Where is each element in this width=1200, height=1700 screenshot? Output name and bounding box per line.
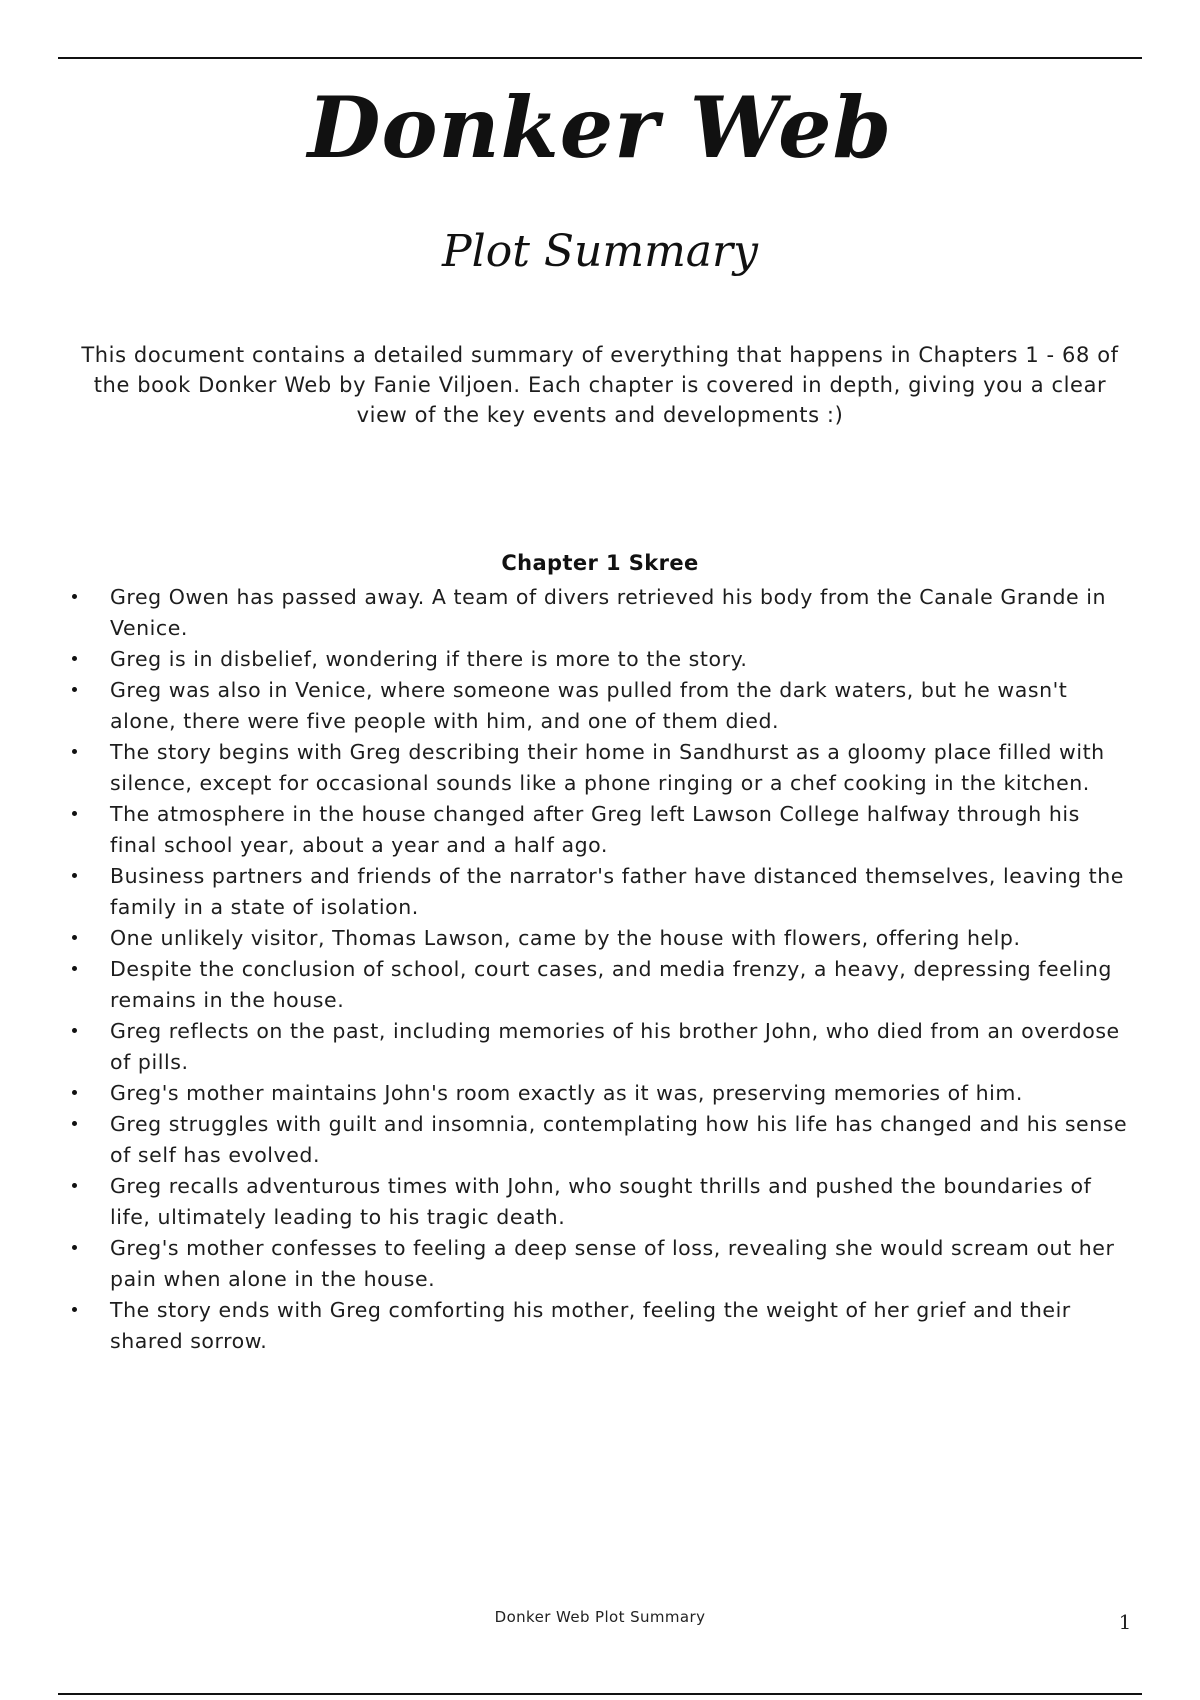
document-subtitle: Plot Summary	[442, 226, 758, 277]
footer-text: Donker Web Plot Summary	[494, 1608, 706, 1626]
bullet-text: Greg Owen has passed away. A team of divers retrieved his body from the Canale Grande in Venice.	[110, 585, 1107, 640]
list-item	[70, 923, 1132, 954]
bottom-rule	[58, 1693, 1142, 1695]
bullet-text: Despite the conclusion of school, court cases, and media frenzy, a heavy, depressing feeling remains in the house.	[110, 957, 1112, 1012]
bullet-icon	[72, 873, 77, 878]
bullet-icon	[72, 811, 77, 816]
list-item	[70, 954, 1132, 1016]
bullet-icon	[72, 594, 77, 599]
intro-paragraph: This document contains a detailed summary of everything that happens in Chapters 1 - 68 of the book Donker Web by Fanie Viljoen. Each chapter is covered in depth, giving you a clear view of the key events and developments :)	[81, 343, 1119, 427]
bullet-icon	[72, 687, 77, 692]
list-item	[70, 1016, 1132, 1078]
bullet-text: Greg is in disbelief, wondering if there is more to the story.	[110, 647, 748, 671]
bullet-text: Greg reflects on the past, including memories of his brother John, who died from an overdose of pills.	[110, 1019, 1120, 1074]
bullet-text: Greg's mother confesses to feeling a deep sense of loss, revealing she would scream out her pain when alone in the house.	[110, 1236, 1115, 1291]
bullet-icon	[72, 1028, 77, 1033]
bullet-icon	[72, 1245, 77, 1250]
bullet-text: The atmosphere in the house changed after Greg left Lawson College halfway through his final school year, about a year and a half ago.	[110, 802, 1080, 857]
document-title: Donker Web	[307, 78, 893, 177]
list-item	[70, 737, 1132, 799]
top-rule	[58, 57, 1142, 59]
list-item	[70, 582, 1132, 644]
bullet-text: One unlikely visitor, Thomas Lawson, came by the house with flowers, offering help.	[110, 926, 1021, 950]
bullet-icon	[72, 935, 77, 940]
list-item	[70, 861, 1132, 923]
list-item	[70, 644, 1132, 675]
list-item	[70, 1171, 1132, 1233]
bullet-text: Greg's mother maintains John's room exactly as it was, preserving memories of him.	[110, 1081, 1023, 1105]
list-item	[70, 1078, 1132, 1109]
chapter-bullet-list	[70, 582, 1132, 1357]
bullet-text: Business partners and friends of the narrator's father have distanced themselves, leaving the family in a state of isolation.	[110, 864, 1124, 919]
bullet-icon	[72, 656, 77, 661]
bullet-icon	[72, 966, 77, 971]
bullet-icon	[72, 1121, 77, 1126]
chapter-heading: Chapter 1 Skree	[501, 551, 699, 575]
bullet-icon	[72, 1183, 77, 1188]
bullet-icon	[72, 1307, 77, 1312]
list-item	[70, 1109, 1132, 1171]
bullet-icon	[72, 749, 77, 754]
bullet-text: Greg was also in Venice, where someone was pulled from the dark waters, but he wasn't alone, there were five people with him, and one of them died.	[110, 678, 1068, 733]
bullet-text: The story ends with Greg comforting his mother, feeling the weight of her grief and their shared sorrow.	[110, 1298, 1071, 1353]
list-item	[70, 1233, 1132, 1295]
page-number: 1	[1118, 1610, 1132, 1634]
list-item	[70, 1295, 1132, 1357]
bullet-text: Greg struggles with guilt and insomnia, contemplating how his life has changed and his sense of self has evolved.	[110, 1112, 1128, 1167]
bullet-text: Greg recalls adventurous times with John, who sought thrills and pushed the boundaries of life, ultimately leading to his tragic death.	[110, 1174, 1092, 1229]
bullet-text: The story begins with Greg describing their home in Sandhurst as a gloomy place filled with silence, except for occasional sounds like a phone ringing or a chef cooking in the kitchen.	[110, 740, 1105, 795]
bullet-icon	[72, 1090, 77, 1095]
list-item	[70, 675, 1132, 737]
list-item	[70, 799, 1132, 861]
